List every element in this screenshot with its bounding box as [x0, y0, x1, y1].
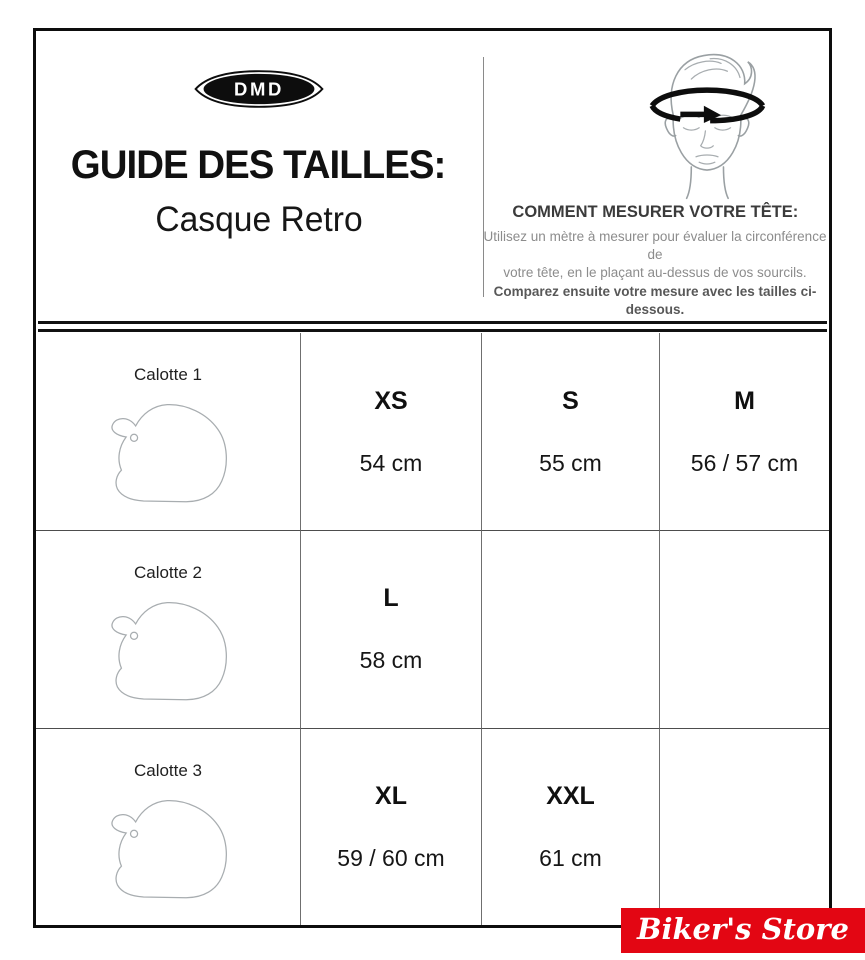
size-label: M: [734, 386, 755, 415]
size-cell-m: [659, 333, 829, 530]
shell-label: Calotte 2: [133, 563, 203, 583]
size-cell-empty: [659, 728, 829, 925]
size-measure: 54 cm: [359, 449, 423, 476]
shell-label: Calotte 1: [133, 365, 203, 384]
rule-line-bottom: [38, 329, 827, 332]
header-right: [481, 31, 829, 319]
helmet-icon: [93, 391, 243, 513]
size-table: [36, 333, 829, 925]
size-cell-empty: [659, 530, 829, 727]
measure-line-2: votre tête, en le plaçant au-dessus de vos sourcils.: [503, 265, 807, 281]
size-cell-l: [300, 530, 481, 727]
size-measure: 55 cm: [539, 449, 602, 476]
page-frame: [33, 28, 832, 928]
measure-heading: COMMENT MESURER VOTRE TÊTE:: [512, 201, 798, 221]
store-badge-text: Biker's Store: [636, 911, 849, 946]
size-cell-s: [481, 333, 659, 530]
size-label: S: [562, 386, 579, 415]
size-measure: 59 / 60 cm: [337, 844, 445, 871]
size-cell-xl: [300, 728, 481, 925]
measure-line-3: Comparez ensuite votre mesure avec les tailles ci-dessous.: [493, 283, 817, 317]
head-measure-icon: [612, 43, 802, 200]
measure-instructions: [482, 228, 828, 319]
helmet-icon: [93, 787, 243, 909]
dmd-logo-icon: [193, 67, 325, 111]
page-title: GUIDE DES TAILLES:: [71, 143, 446, 187]
size-label: XL: [375, 781, 407, 810]
header: [36, 31, 829, 319]
table-row-3-shell: [36, 728, 300, 925]
measure-line-1: Utilisez un mètre à mesurer pour évaluer la circonférence de: [483, 228, 827, 263]
size-label: XS: [374, 386, 408, 415]
double-rule: [36, 319, 829, 333]
size-cell-xxl: [481, 728, 659, 925]
size-measure: 58 cm: [359, 647, 423, 674]
shell-label: Calotte 3: [133, 760, 203, 780]
size-measure: 56 / 57 cm: [690, 449, 799, 476]
helmet-icon: [93, 589, 243, 711]
header-left: [36, 31, 481, 319]
size-label: XXL: [546, 781, 595, 810]
store-badge: [621, 908, 865, 953]
size-label: L: [383, 584, 399, 613]
size-measure: 61 cm: [539, 844, 602, 871]
table-row-2-shell: [36, 530, 300, 727]
rule-line-top: [38, 321, 827, 324]
size-cell-empty: [481, 530, 659, 727]
size-cell-xs: [300, 333, 481, 530]
table-row-1-shell: [36, 333, 300, 530]
page-subtitle: Casque Retro: [154, 200, 363, 239]
dmd-logo-text: DMD: [233, 78, 284, 100]
